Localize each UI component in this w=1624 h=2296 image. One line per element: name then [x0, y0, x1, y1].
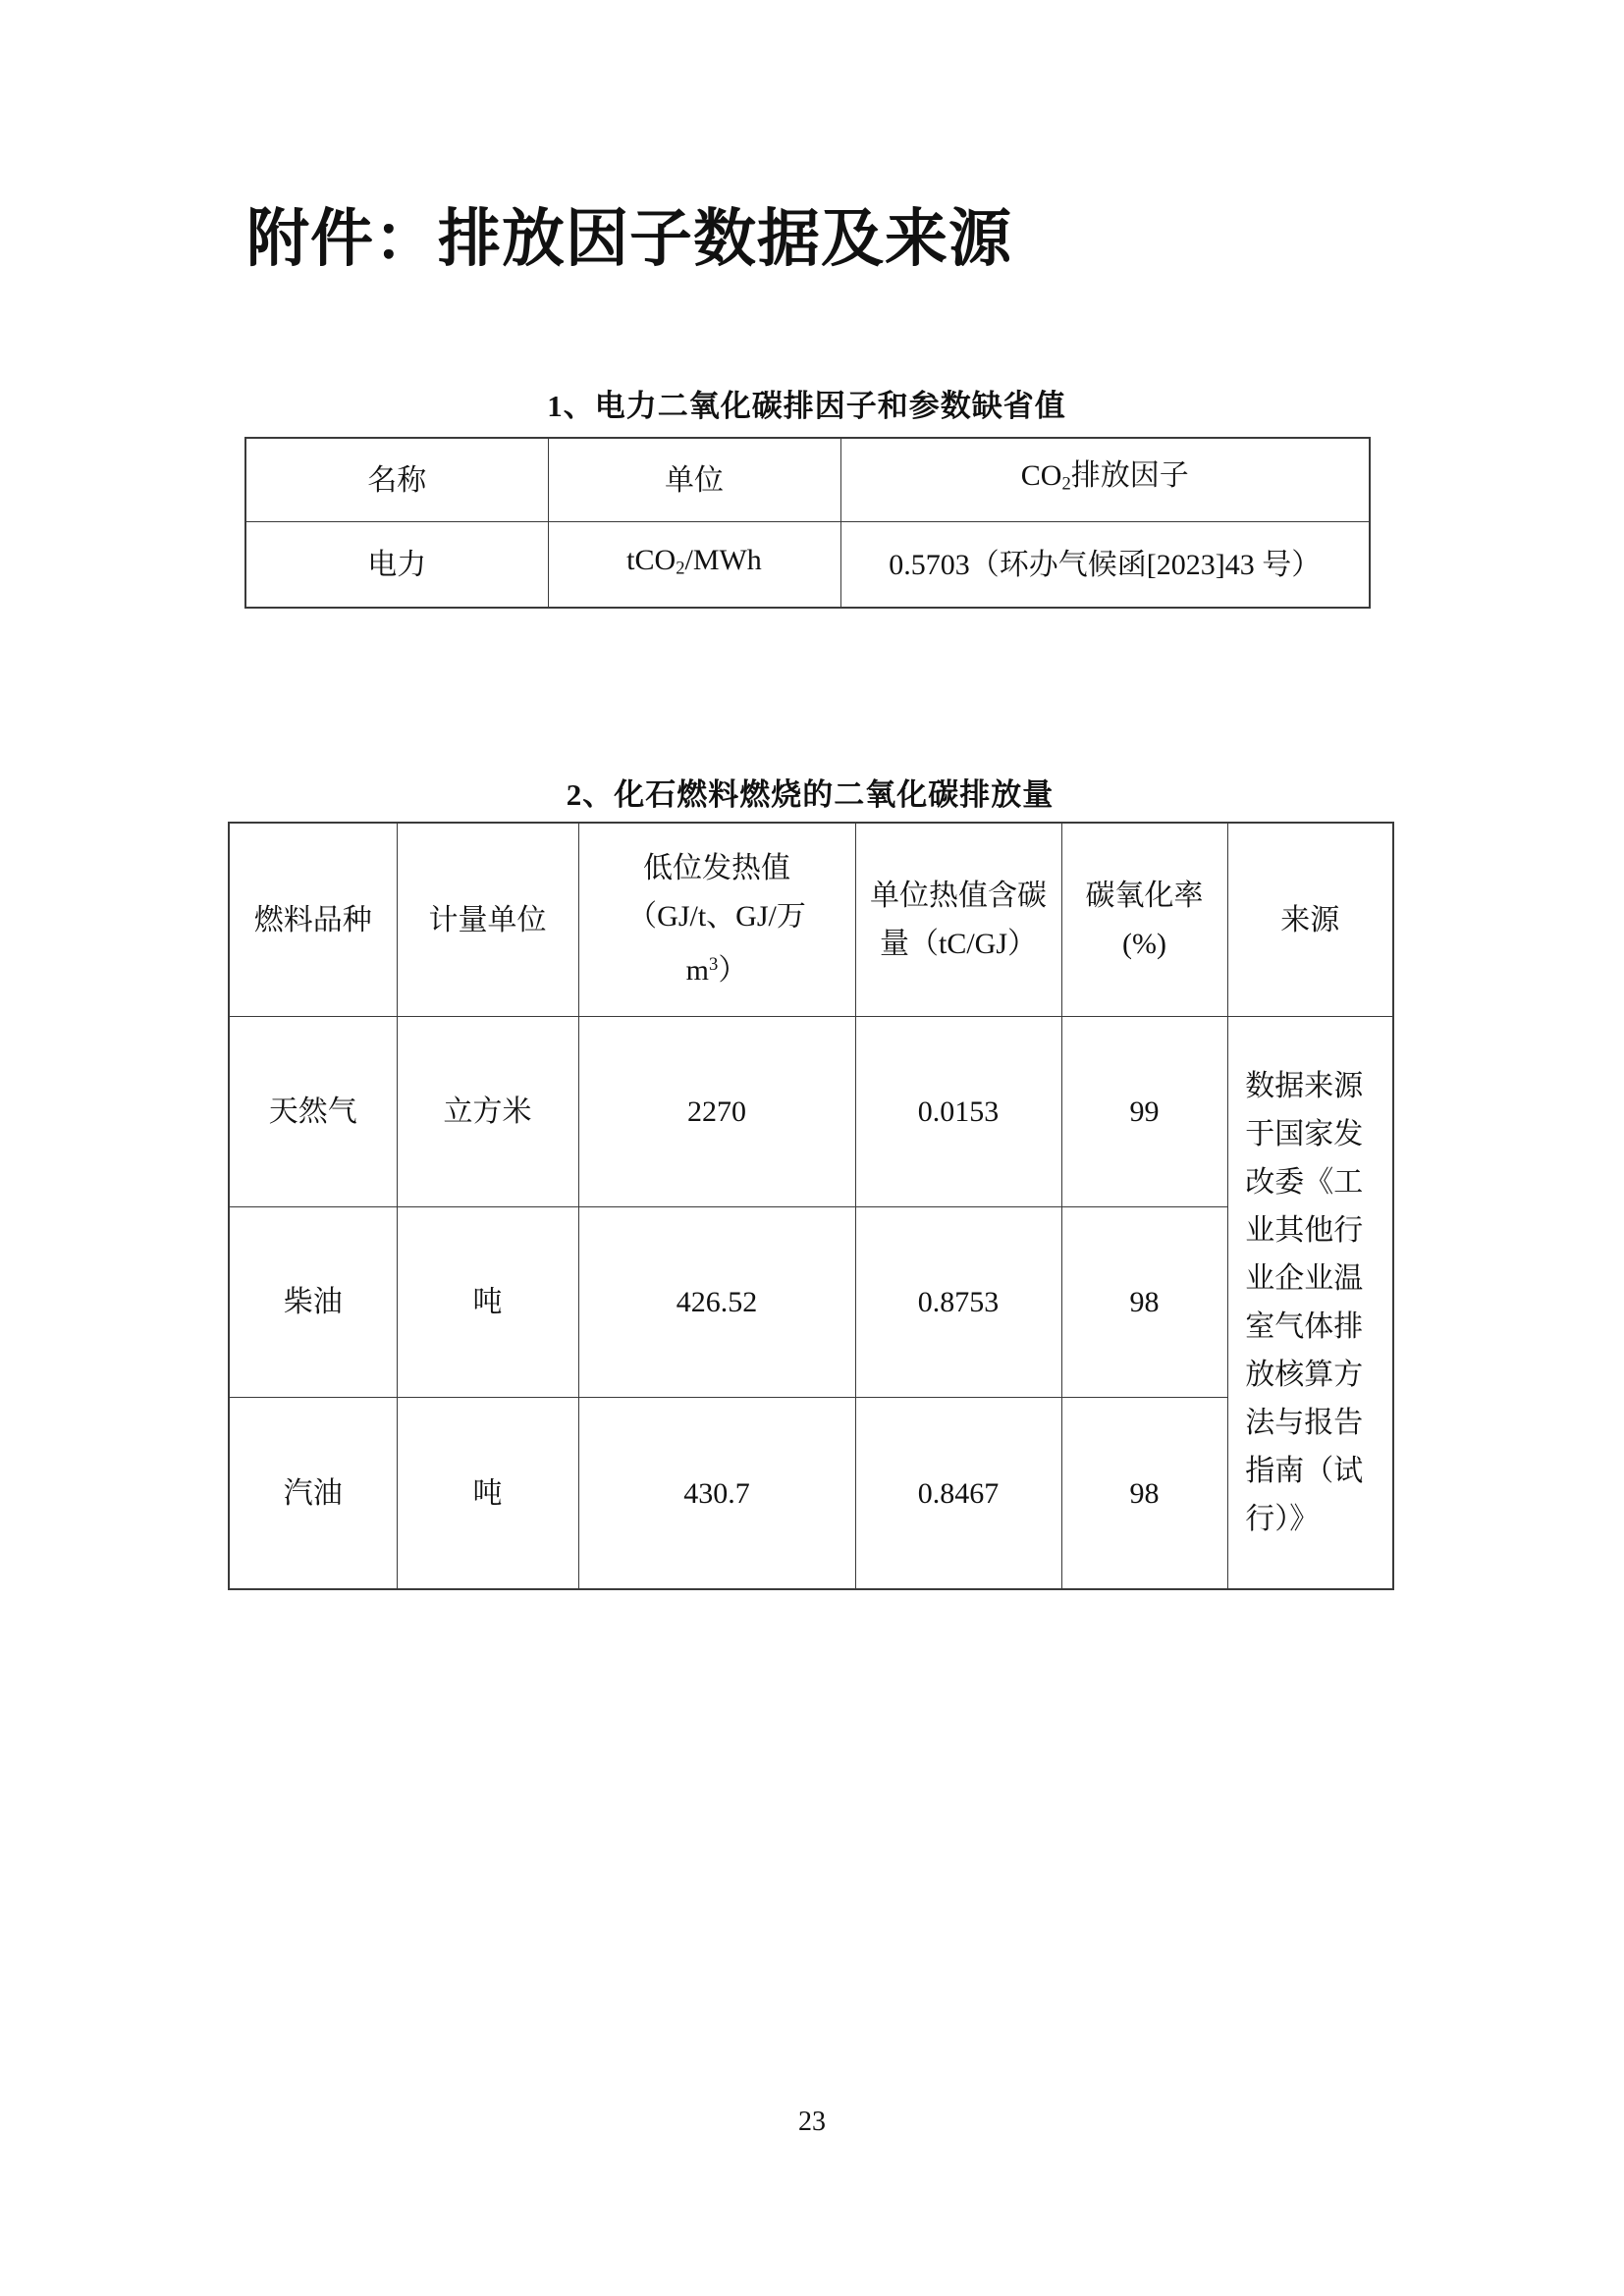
cell-fuel: 汽油 [229, 1398, 397, 1590]
table-header-row [229, 823, 1393, 1017]
table-row [245, 522, 1370, 609]
ncv-line3 [585, 940, 849, 994]
page-number: 23 [798, 2107, 826, 2137]
ncv-line1: 低位发热值 [643, 852, 790, 885]
carbon-content-label: 单位热值含碳量（tC/GJ） [870, 880, 1047, 960]
co2-prefix: CO [1020, 459, 1062, 493]
header-unit-label: 单位 [665, 463, 724, 497]
cell-unit: 立方米 [397, 1017, 578, 1207]
page-title: 附件：排放因子数据及来源 [246, 204, 1012, 274]
co2-subscript: 2 [1061, 473, 1071, 495]
cell-electricity-unit [548, 522, 840, 609]
ncv-m: m [685, 954, 710, 988]
oxidation-line2: (%) [1122, 928, 1166, 960]
header-carbon-content [855, 823, 1061, 1017]
cell-electricity-factor: 0.5703（环办气候函[2023]43 号） [840, 522, 1370, 609]
cell-carbon: 0.8467 [855, 1398, 1061, 1590]
header-name [245, 438, 548, 522]
table-row-natural-gas [229, 1017, 1393, 1207]
table-row-diesel [229, 1207, 1393, 1398]
source-text: 数据来源于国家发改委《工业其他行业企业温室气体排放核算方法与报告指南（试行）》 [1245, 1070, 1364, 1535]
fossil-fuel-table [228, 822, 1394, 1590]
ncv-superscript: 3 [709, 954, 719, 976]
header-source: 来源 [1227, 823, 1393, 1017]
cell-ncv: 2270 [578, 1017, 855, 1207]
cell-unit: 吨 [397, 1398, 578, 1590]
ncv-line2: （GJ/t、GJ/万 [627, 900, 806, 934]
unit-subscript: 2 [676, 558, 685, 579]
table2-caption: 2、化石燃料燃烧的二氧化碳排放量 [566, 777, 1055, 812]
table1-caption: 1、电力二氧化碳排因子和参数缺省值 [547, 389, 1066, 423]
cell-ncv: 430.7 [578, 1398, 855, 1590]
table-header-row [245, 438, 1370, 522]
cell-electricity-name: 电力 [245, 522, 548, 609]
unit-prefix: tCO [626, 544, 677, 577]
unit-suffix: /MWh [684, 544, 762, 577]
header-oxidation-rate [1061, 823, 1227, 1017]
co2-suffix: 排放因子 [1070, 459, 1189, 493]
cell-carbon: 0.8753 [855, 1207, 1061, 1398]
header-unit [548, 438, 840, 522]
cell-fuel: 天然气 [229, 1017, 397, 1207]
header-name-label: 名称 [367, 463, 427, 497]
cell-unit: 吨 [397, 1207, 578, 1398]
cell-oxidation: 99 [1061, 1017, 1227, 1207]
cell-oxidation: 98 [1061, 1398, 1227, 1590]
electricity-factor-table [244, 437, 1371, 609]
table-row-gasoline [229, 1398, 1393, 1590]
ncv-paren: ） [718, 954, 748, 988]
cell-oxidation: 98 [1061, 1207, 1227, 1398]
cell-ncv: 426.52 [578, 1207, 855, 1398]
header-fuel-type: 燃料品种 [229, 823, 397, 1017]
cell-carbon: 0.0153 [855, 1017, 1061, 1207]
header-ncv [578, 823, 855, 1017]
header-measure-unit: 计量单位 [397, 823, 578, 1017]
header-co2-factor [840, 438, 1370, 522]
oxidation-line1: 碳氧化率 [1085, 880, 1204, 912]
cell-fuel: 柴油 [229, 1207, 397, 1398]
cell-data-source [1227, 1017, 1393, 1590]
